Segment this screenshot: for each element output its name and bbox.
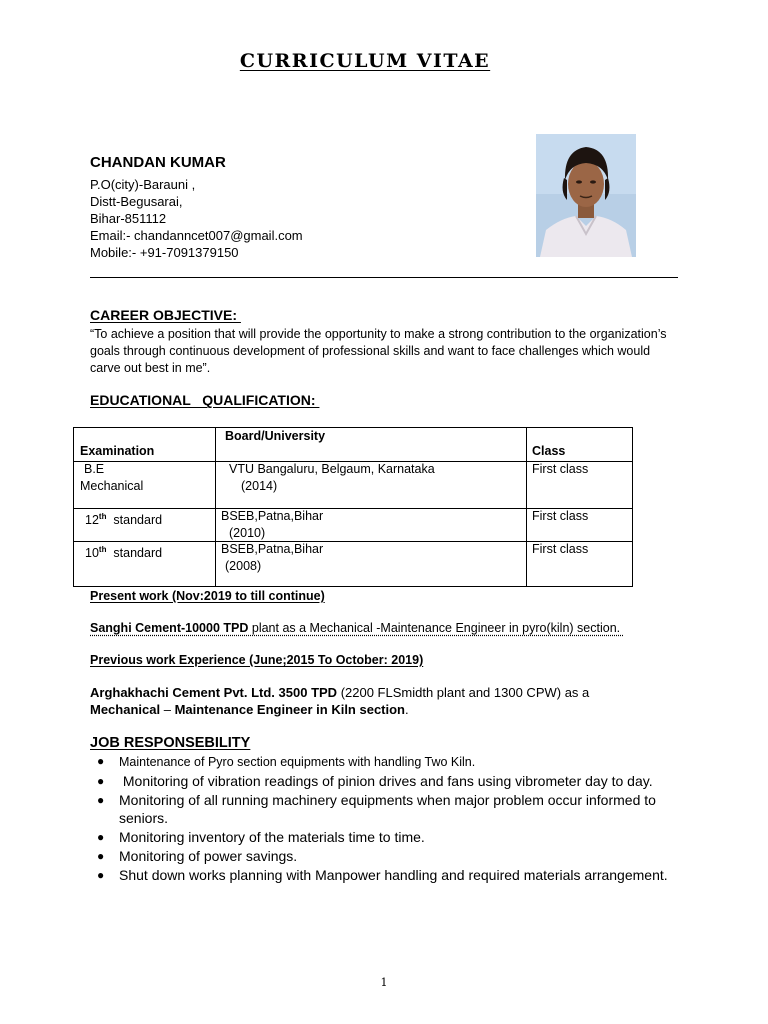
job-responsibility-heading: JOB RESPONSEBILITY <box>90 735 251 751</box>
previous-work-company: Arghakhachi Cement Pvt. Ltd. 3500 TPD (2200 FLSmidth plant and 1300 CPW) as a <box>90 685 590 700</box>
career-objective-heading: CAREER OBJECTIVE: <box>90 307 241 323</box>
candidate-name: CHANDAN KUMAR <box>90 154 226 171</box>
present-work-detail <box>90 621 624 635</box>
address-line-state: Bihar-851112 <box>90 211 167 226</box>
list-item: ● Monitoring of all running machinery equipments when major problem occur informed to seniors. <box>97 792 656 826</box>
row-10th-year: (2008) <box>225 559 262 573</box>
previous-work-role: Mechanical – Maintenance Engineer in Kiln section. <box>90 702 409 717</box>
row-be-exam-line2: Mechanical <box>80 479 144 493</box>
list-item: ● Monitoring of vibration readings of pinion drives and fans using vibrometer day to day. <box>97 773 653 789</box>
row-be-exam-line1: B.E <box>84 462 105 476</box>
row-12th-board: BSEB,Patna,Bihar <box>221 509 324 523</box>
header-class: Class <box>532 444 566 458</box>
row-be-year: (2014) <box>241 479 278 493</box>
header-examination: Examination <box>80 444 155 458</box>
bullet-icon: ● <box>97 793 105 807</box>
education-table <box>73 427 633 587</box>
row-10th-exam: 10th standard <box>85 545 163 561</box>
mobile-line: Mobile:- +91-7091379150 <box>90 245 239 260</box>
career-objective-text: “To achieve a position that will provide the opportunity to make a strong contribution to the organization’s goals through continuous development of professional skills and want to face challenges which would carve out best in me”. <box>90 327 667 375</box>
address-line-district: Distt-Begusarai, <box>90 194 183 209</box>
bullet-icon: ● <box>97 868 105 882</box>
table-divider <box>526 428 527 586</box>
present-role: plant as a Mechanical -Maintenance Engineer in pyro(kiln) section. <box>248 621 624 635</box>
list-item: ● Monitoring inventory of the materials time to time. <box>97 829 425 845</box>
row-be-class: First class <box>532 462 589 476</box>
row-12th-exam: 12th standard <box>85 512 163 528</box>
present-company: Sanghi Cement-10000 TPD <box>90 621 249 635</box>
email-line: Email:- chandanncet007@gmail.com <box>90 228 303 243</box>
education-heading: EDUCATIONAL QUALIFICATION: <box>90 392 320 408</box>
address-line-city: P.O(city)-Barauni , <box>90 177 196 192</box>
bullet-icon: ● <box>97 774 105 788</box>
header-divider <box>90 277 678 278</box>
list-item: ● Shut down works planning with Manpower handling and required materials arrangement. <box>97 867 668 883</box>
present-work-heading: Present work (Nov:2019 to till continue) <box>90 589 325 603</box>
row-10th-class: First class <box>532 542 589 556</box>
row-12th-class: First class <box>532 509 589 523</box>
job-responsibility-list <box>90 752 670 885</box>
row-12th-year: (2010) <box>229 526 266 540</box>
bullet-icon: ● <box>97 830 105 844</box>
profile-photo <box>536 134 636 257</box>
list-item: ● Maintenance of Pyro section equipments with handling Two Kiln. <box>97 754 476 769</box>
row-be-board: VTU Bangaluru, Belgaum, Karnataka <box>229 462 435 476</box>
header-board: Board/University <box>225 429 326 443</box>
row-10th-board: BSEB,Patna,Bihar <box>221 542 324 556</box>
previous-work-heading: Previous work Experience (June;2015 To October: 2019) <box>90 653 424 667</box>
page-number: 1 <box>380 976 388 989</box>
table-divider <box>215 428 216 586</box>
bullet-icon: ● <box>97 849 105 863</box>
bullet-icon: ● <box>97 754 105 768</box>
list-item: ● Monitoring of power savings. <box>97 848 298 864</box>
document-title: CURRICULUM VITAE <box>239 50 491 72</box>
